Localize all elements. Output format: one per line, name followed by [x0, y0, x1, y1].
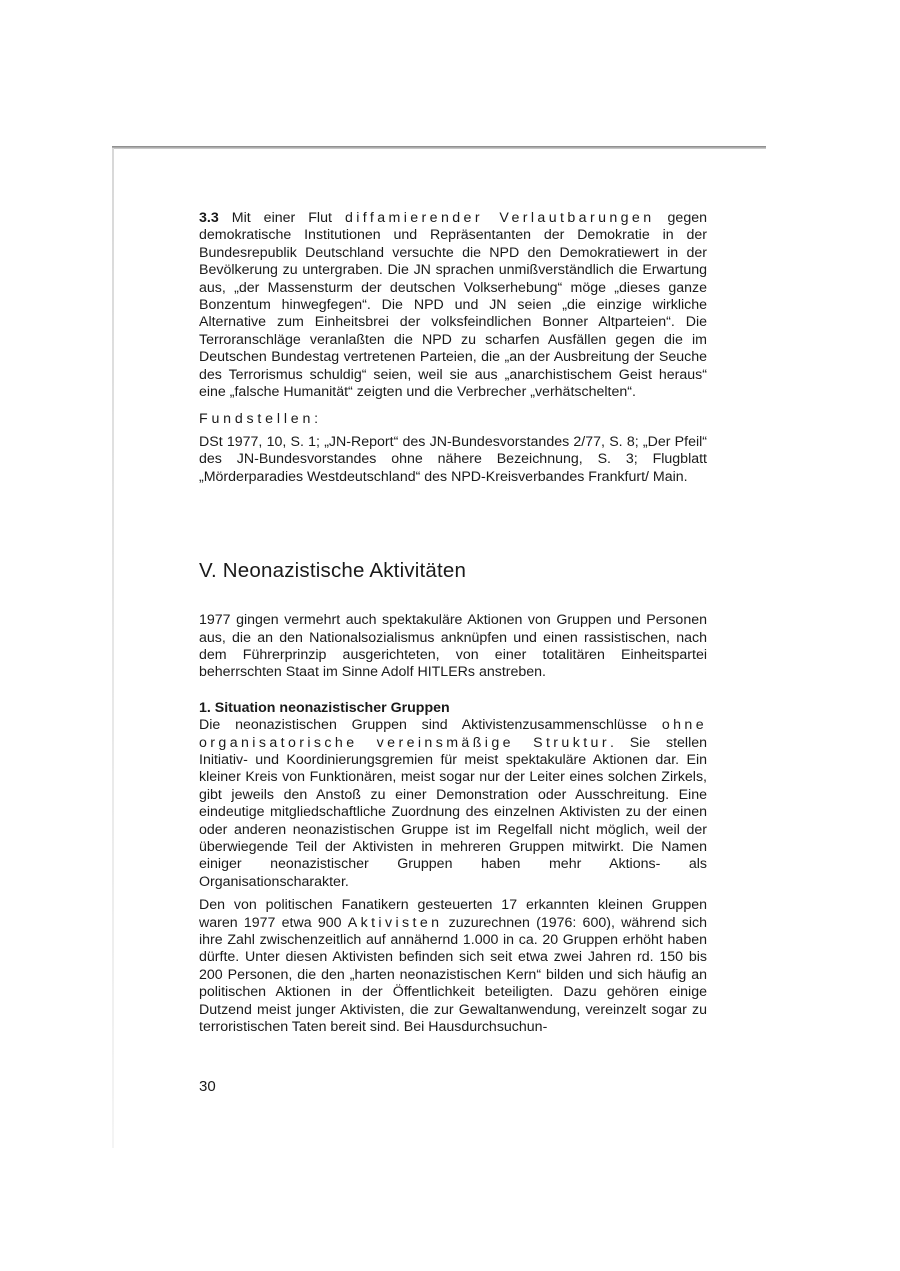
section-3-3-text-rest: gegen demokratische Institutionen und Repräsentanten der Demokratie in der Bundesrepublik Deutschland versuchte die NPD den Demokratiewert in der Bevölkerung zu untergraben. Die JN sprachen unmißverständlich die Erwartung aus, „der Massensturm der deutschen Volkserhebung“ möge „dieses ganze Bonzentum hinwegfegen“. Die NPD und JN seien „die einzige wirkliche Alternative zum Einheitsbrei der volksfeindlichen Bonner Altparteien“. Die Terroranschläge veranlaßten die NPD zu scharfen Ausfällen gegen die im Deutschen Bundestag vertretenen Parteien, die „an der Ausbreitung der Seuche des Terrorismus schuldig“ seien, weil sie aus „anarchistischem Geist heraus“ eine „falsche Humanität“ zeigten und die Verbrecher „verhätschelten“. — [199, 210, 707, 401]
section-1-p1-start: Die neonazistischen Gruppen sind Aktivistenzusammenschlüsse — [199, 717, 662, 734]
section-3-3-emphasis: diffamierender Verlautbarungen — [344, 210, 655, 226]
section-3-3-text-start: Mit einer Flut — [218, 210, 345, 226]
page-shadow-edge-left — [112, 148, 114, 1148]
section-1-p1-emphasis: ohne organisatorische vereinsmäßige Struktur — [199, 717, 707, 751]
section-number: 3.3 — [199, 210, 219, 226]
fundstellen-text: DSt 1977, 10, S. 1; „JN-Report“ des JN-Bundesvorstandes 2/77, S. 8; „Der Pfeil“ des JN-Bundesvorstandes ohne nähere Bezeichnung, S. 3; Flugblatt „Mörderparadies Westdeutschland“ des NPD-Kreisverbandes Frankfurt/ Main. — [199, 433, 707, 485]
section-1-p1-rest: . Sie stellen Initiativ- und Koordinierungsgremien für meist spektakuläre Aktionen dar. Ein kleiner Kreis von Funktionären, meist sogar nur der Leiter eines solchen Zirkels, gibt jeweils den Anstoß zu einer Demonstration oder Ausschreitung. Eine eindeutige mitgliedschaftliche Zuordnung des einzelnen Aktivisten zu der einen oder anderen neonazistischen Gruppe ist im Regelfall nicht möglich, weil der überwiegende Teil der Aktivisten in mehreren Gruppen mitwirkt. Die Namen einiger neonazistischer Gruppen haben mehr Aktions- als Organisationscharakter. — [199, 734, 708, 890]
section-1-p2-start: Den von politischen Fanatikern gesteuerten 17 erkannten kleinen Gruppen waren 1977 etwa 900 — [199, 897, 707, 931]
fundstellen-label: Fundstellen: — [199, 411, 322, 428]
section-1-p2-emphasis: Aktivisten — [347, 914, 443, 931]
section-heading: 1. Situation neonazistischer Gruppen — [199, 699, 450, 716]
page-content — [199, 210, 707, 1036]
page-shadow-edge-top — [112, 146, 766, 149]
section-1-paragraph-2 — [199, 897, 707, 1036]
section-1-paragraph-1 — [199, 717, 707, 891]
chapter-intro: 1977 gingen vermehrt auch spektakuläre Aktionen von Gruppen und Personen aus, die an den Nationalsozialismus anknüpfen und einen rassistischen, nach dem Führerprinzip ausgerichteten, von einer totalitären Einheitspartei beherrschten Staat im Sinne Adolf HITLERs anstreben. — [199, 612, 707, 681]
section-3-3-paragraph — [199, 210, 707, 401]
chapter-title: V. Neonazistische Aktivitäten — [199, 559, 467, 583]
page-number: 30 — [199, 1078, 216, 1095]
section-1-p2-rest: zuzurechnen (1976: 600), während sich ihre Zahl zwischenzeitlich auf annähernd 1.000 in ca. 20 Gruppen erhöht haben dürfte. Unter diesen Aktivisten befinden sich seit etwa zwei Jahren rd. 150 bis 200 Personen, die den „harten neonazistischen Kern“ bilden und sich häufig an politischen Aktionen in der Öffentlichkeit beteiligten. Dazu gehören einige Dutzend meist junger Aktivisten, die zur Gewaltanwendung, vereinzelt sogar zu terroristischen Taten bereit sind. Bei Hausdurchsuchun- — [199, 914, 707, 1036]
